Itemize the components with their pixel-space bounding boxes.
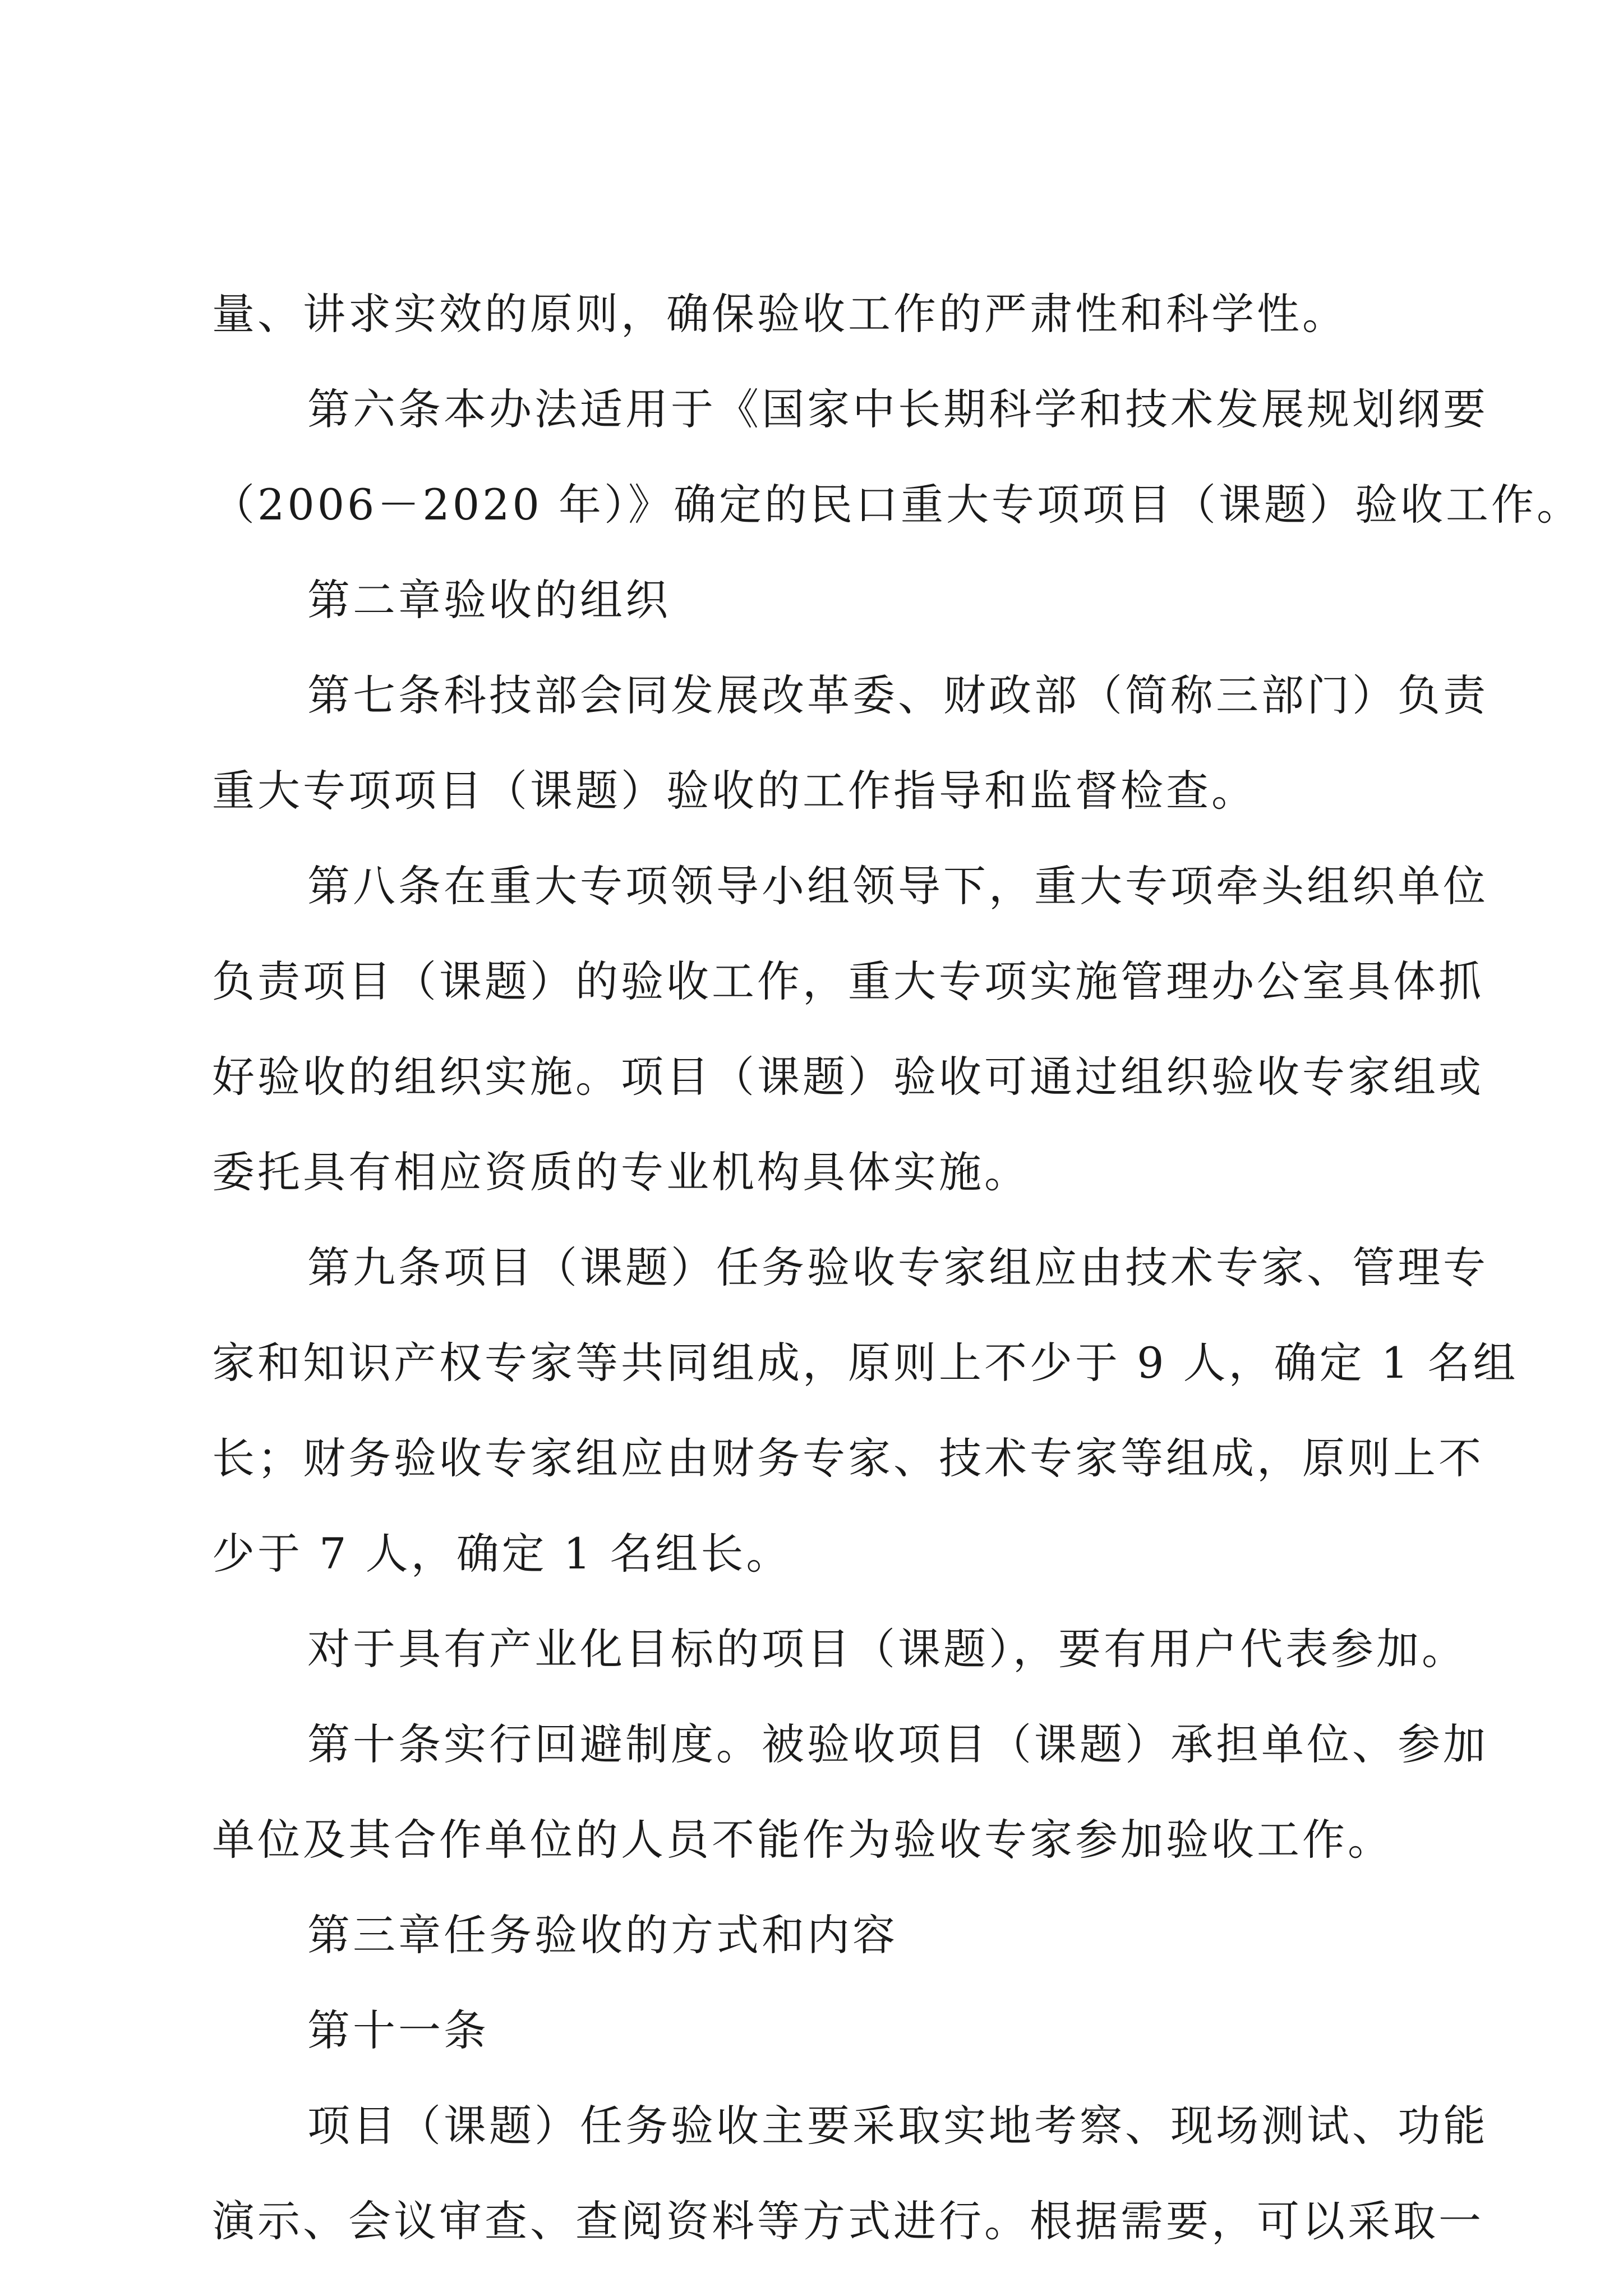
text-line-12: 家和知识产权专家等共同组成，原则上不少于 9 人，确定 1 名组 [212,1338,1519,1388]
text-line-8: 负责项目（课题）的验收工作，重大专项实施管理办公室具体抓 [212,956,1484,1006]
text-line-20: 项目（课题）任务验收主要采取实地考察、现场测试、功能 [307,2101,1488,2151]
text-line-11: 第九条项目（课题）任务验收专家组应由技术专家、管理专 [307,1243,1488,1292]
text-line-1: 量、讲求实效的原则，确保验收工作的严肃性和科学性。 [212,289,1348,339]
text-line-10: 委托具有相应资质的专业机构具体实施。 [212,1147,1030,1197]
text-line-9: 好验收的组织实施。项目（课题）验收可通过组织验收专家组或 [212,1052,1484,1102]
chapter-heading-2: 第二章验收的组织 [307,575,671,625]
text-line-7: 第八条在重大专项领导小组领导下，重大专项牵头组织单位 [307,861,1488,911]
text-line-17: 单位及其合作单位的人员不能作为验收专家参加验收工作。 [212,1815,1393,1865]
chapter-heading-3: 第三章任务验收的方式和内容 [307,1910,898,1960]
text-line-6: 重大专项项目（课题）验收的工作指导和监督检查。 [212,766,1257,816]
article-heading-11: 第十一条 [307,2005,489,2055]
text-line-14: 少于 7 人，确定 1 名组长。 [212,1529,792,1579]
text-line-3: （2006－2020 年）》确定的民口重大专项项目（课题）验收工作。 [212,480,1582,530]
text-line-16: 第十条实行回避制度。被验收项目（课题）承担单位、参加 [307,1719,1488,1769]
text-line-13: 长；财务验收专家组应由财务专家、技术专家等组成，原则上不 [212,1433,1484,1483]
text-line-2: 第六条本办法适用于《国家中长期科学和技术发展规划纲要 [307,384,1488,434]
text-line-15: 对于具有产业化目标的项目（课题），要有用户代表参加。 [307,1624,1467,1674]
text-line-5: 第七条科技部会同发展改革委、财政部（简称三部门）负责 [307,670,1488,720]
text-line-21: 演示、会议审查、查阅资料等方式进行。根据需要，可以采取一 [212,2196,1484,2246]
